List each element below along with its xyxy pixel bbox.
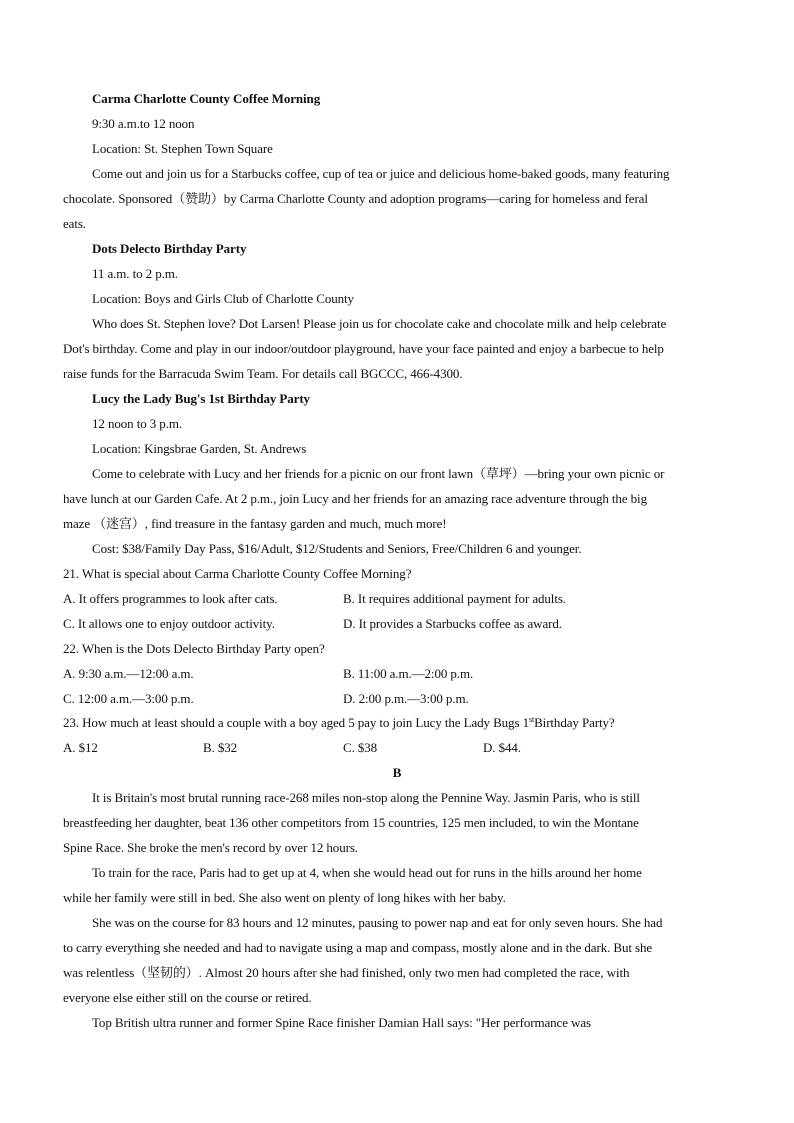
answer-option-c: C. $38: [343, 740, 378, 755]
passage-line: Top British ultra runner and former Spine Race finisher Damian Hall says: "Her performance was: [92, 1015, 591, 1030]
event-description: Come to celebrate with Lucy and her friends for a picnic on our front lawn（草坪）—bring your own picnic or: [92, 466, 665, 481]
event-description: maze （迷宫）, find treasure in the fantasy garden and much, much more!: [63, 516, 447, 531]
passage-line: It is Britain's most brutal running race-268 miles non-stop along the Pennine Way. Jasmin Paris, who is still: [92, 790, 640, 805]
answer-option-d: D. 2:00 p.m.—3:00 p.m.: [343, 691, 469, 706]
event-location: Location: Boys and Girls Club of Charlotte County: [92, 291, 354, 306]
event-time: 12 noon to 3 p.m.: [92, 416, 183, 431]
answer-option-c: C. 12:00 a.m.—3:00 p.m.: [63, 691, 194, 706]
event-description: chocolate. Sponsored（赞助）by Carma Charlotte County and adoption programs—caring for homeless and feral: [63, 191, 648, 206]
event-description: Come out and join us for a Starbucks coffee, cup of tea or juice and delicious home-baked goods, many featuring: [92, 166, 670, 181]
passage-line: to carry everything she needed and had to navigate using a map and compass, mostly alone and in the dark. But she: [63, 940, 653, 955]
event-description: have lunch at our Garden Cafe. At 2 p.m., join Lucy and her friends for an amazing race adventure through the big: [63, 491, 647, 506]
event-location: Location: St. Stephen Town Square: [92, 141, 273, 156]
event-cost: Cost: $38/Family Day Pass, $16/Adult, $12/Students and Seniors, Free/Children 6 and younger.: [92, 541, 582, 556]
question-stem-text: Birthday Party?: [534, 715, 615, 730]
event-title: Carma Charlotte County Coffee Morning: [92, 91, 321, 106]
question-stem: 22. When is the Dots Delecto Birthday Party open?: [63, 641, 325, 656]
event-description: eats.: [63, 216, 86, 231]
event-time: 9:30 a.m.to 12 noon: [92, 116, 195, 131]
answer-option-d: D. It provides a Starbucks coffee as award.: [343, 616, 562, 631]
event-location: Location: Kingsbrae Garden, St. Andrews: [92, 441, 307, 456]
event-description: Who does St. Stephen love? Dot Larsen! Please join us for chocolate cake and chocolate milk and help celebrate: [92, 316, 667, 331]
event-title: Dots Delecto Birthday Party: [92, 241, 247, 256]
answer-option-a: A. 9:30 a.m.—12:00 a.m.: [63, 666, 194, 681]
passage-line: She was on the course for 83 hours and 12 minutes, pausing to power nap and eat for only seven hours. She had: [92, 915, 663, 930]
event-description: raise funds for the Barracuda Swim Team. For details call BGCCC, 466-4300.: [63, 366, 463, 381]
answer-option-a: A. $12: [63, 740, 98, 755]
answer-option-b: B. 11:00 a.m.—2:00 p.m.: [343, 666, 474, 681]
answer-option-c: C. It allows one to enjoy outdoor activity.: [63, 616, 275, 631]
answer-option-b: B. $32: [203, 740, 238, 755]
passage-line: To train for the race, Paris had to get up at 4, when she would head out for runs in the hills around her home: [92, 865, 642, 880]
section-heading: B: [392, 765, 402, 780]
ordinal-suffix: st: [528, 715, 535, 724]
event-title: Lucy the Lady Bug's 1st Birthday Party: [92, 391, 310, 406]
passage-line: everyone else either still on the course or retired.: [63, 990, 312, 1005]
answer-option-b: B. It requires additional payment for adults.: [343, 591, 566, 606]
answer-option-d: D. $44.: [483, 740, 521, 755]
passage-line: Spine Race. She broke the men's record by over 12 hours.: [63, 840, 358, 855]
question-stem-text: 23. How much at least should a couple with a boy aged 5 pay to join Lucy the Lady Bugs 1: [63, 715, 529, 730]
question-stem: [63, 714, 615, 732]
passage-line: was relentless（坚韧的）. Almost 20 hours after she had finished, only two men had completed the race, with: [63, 965, 630, 980]
passage-line: while her family were still in bed. She also went on plenty of long hikes with her baby.: [63, 890, 506, 905]
answer-option-a: A. It offers programmes to look after cats.: [63, 591, 278, 606]
event-time: 11 a.m. to 2 p.m.: [92, 266, 178, 281]
passage-line: breastfeeding her daughter, beat 136 other competitors from 15 countries, 125 men included, to win the Montane: [63, 815, 639, 830]
question-stem: 21. What is special about Carma Charlotte County Coffee Morning?: [63, 566, 412, 581]
event-description: Dot's birthday. Come and play in our indoor/outdoor playground, have your face painted and enjoy a barbecue to help: [63, 341, 664, 356]
